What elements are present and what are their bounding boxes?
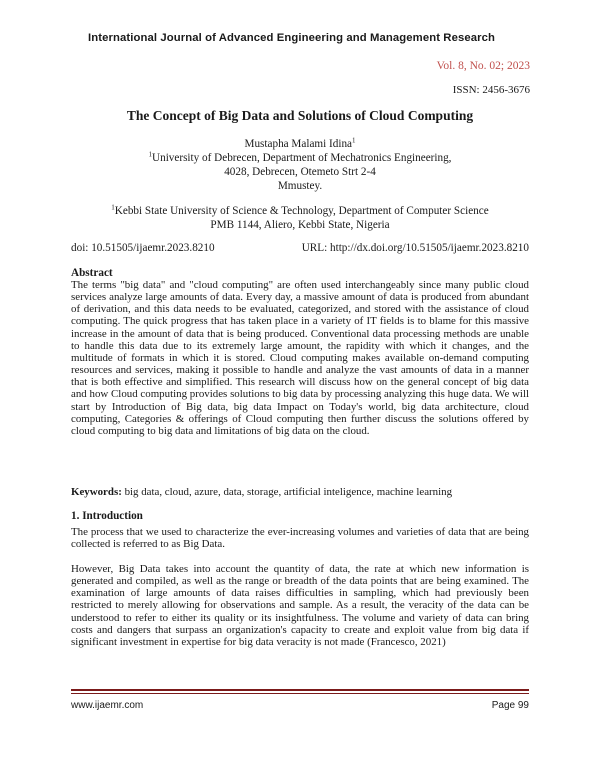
footer-divider-thin	[71, 693, 529, 694]
affiliation-2-text: Kebbi State University of Science & Technology, Department of Computer Science	[114, 205, 489, 217]
keywords-line	[71, 486, 529, 498]
author-line	[0, 138, 600, 150]
affiliation-2-line-1	[0, 205, 600, 217]
affiliation-2-line-2: PMB 1144, Aliero, Kebbi State, Nigeria	[210, 219, 390, 231]
footer-website[interactable]: www.ijaemr.com	[71, 700, 144, 711]
volume-issue: Vol. 8, No. 02; 2023	[436, 60, 530, 72]
introduction-heading: 1. Introduction	[71, 510, 143, 522]
affiliation-1-line-3: Mmustey.	[277, 180, 323, 192]
affiliation-1-text: University of Debrecen, Department of Mechatronics Engineering,	[152, 152, 452, 164]
author-name: Mustapha Malami Idina	[244, 138, 352, 150]
affiliation-1-superscript: 1	[148, 150, 153, 159]
abstract-text: The terms "big data" and "cloud computing" are often used interchangeably since many public cloud services analyze large amounts of data. Every day, a massive amount of data is produced from abundant of derivation, and this data needs to be evaluated, categorized, and stored with the assistance of cloud computing. The quick progress that has taken place in a variety of IT fields is to blame for this massive increase in the amount of data that is being produced. Conventional data processing methods are unable to handle this data due to its extremely large amount, the rapidity with which it changes, and the multitude of formats in which it is stored. Cloud computing makes available on-demand computing resources and services, making it possible to handle and analyze the vast amounts of data in a manner that is both effective and simplified. This research will discuss how on the general concept of big data and how Cloud computing provides solutions to big data by processing analyzing this huge data. We will start by Introduction of Big data, big data Impact on Today's world, big data architecture, cloud computing, Categories & offerings of Cloud computing then further discuss the solutions offered by cloud computing to big data and limitations of big data on the cloud.	[71, 279, 529, 437]
keywords-text: big data, cloud, azure, data, storage, artificial inteligence, machine learning	[124, 486, 453, 498]
footer-page-number: Page 99	[491, 700, 529, 711]
issn: ISSN: 2456-3676	[452, 84, 530, 96]
paper-title: The Concept of Big Data and Solutions of Cloud Computing	[126, 108, 474, 123]
introduction-paragraph-1: The process that we used to characterize the ever-increasing volumes and varieties of data that are being collected is referred to as Big Data.	[71, 526, 529, 551]
footer-divider-thick	[71, 689, 529, 691]
affiliation-1-line-1	[0, 152, 600, 164]
journal-title: International Journal of Advanced Engineering and Management Research	[88, 32, 495, 44]
doi: doi: 10.51505/ijaemr.2023.8210	[71, 242, 215, 254]
url-link[interactable]: URL: http://dx.doi.org/10.51505/ijaemr.2023.8210	[301, 242, 529, 254]
author-superscript: 1	[352, 136, 356, 145]
affiliation-1-line-2: 4028, Debrecen, Otemeto Strt 2-4	[224, 166, 376, 178]
introduction-paragraph-2: However, Big Data takes into account the quantity of data, the rate at which new information is generated and compiled, as well as the range or breadth of the data points that are being examined. The examination of large amounts of data raises difficulties in sampling, which had previously been restricted to merely allowing for observations and sample. As a result, the veracity of the data can be understood to refer to either its quality or its insightfulness. The volume and variety of data can bring costs and dangers that surpass an organization's capacity to create and exploit value from big data if significant investment in expertise for big data veracity is not made (Francesco, 2021)	[71, 563, 529, 648]
abstract-heading: Abstract	[71, 267, 113, 279]
affiliation-2-superscript: 1	[111, 203, 115, 212]
keywords-label: Keywords:	[71, 486, 122, 498]
